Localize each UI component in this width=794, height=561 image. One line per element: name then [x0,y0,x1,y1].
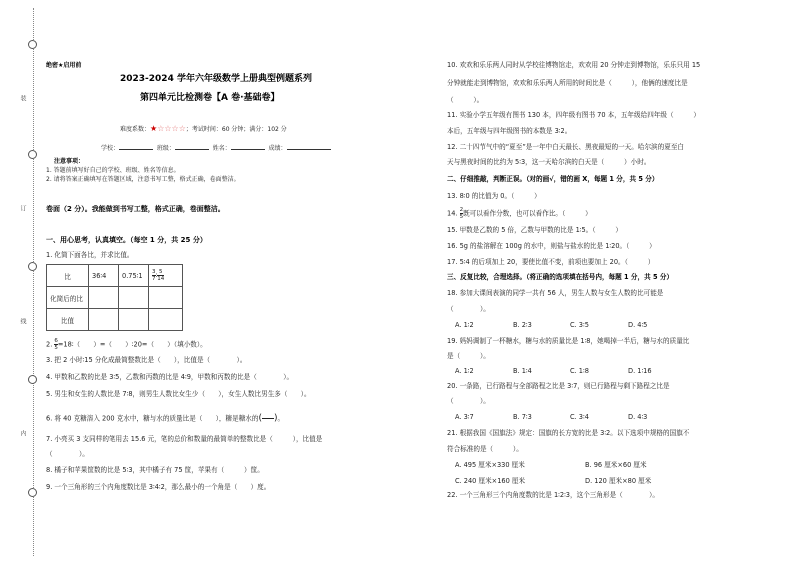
question-7: 7. 小亮买 3 支同样的笔用去 15.6 元，笔的总价和数量的最简单的整数比是（ ），比值是 [46,435,323,443]
school-label: 学校： [101,145,120,152]
question-21: 21. 根据我国《国旗法》规定：国旗的长方宽的比是 3∶2。以下选项中规格的国旗不 [447,429,690,437]
row-label: 比 [47,265,89,287]
question-12: 12. 二十四节气中的“夏至”是一年中白天最长、黑夜最短的一天。哈尔滨的夏至白 [447,143,685,151]
fraction: $\frac{5}{14}$ [157,269,165,282]
fraction: $\frac{2}{5}$ [459,207,464,220]
option-c[interactable]: C. 3∶4 [570,413,589,421]
question-5: 5. 男生和女生的人数比是 7∶8，则男生人数比女生少（ ），女生人数比男生多（ ）。 [46,390,311,398]
question-19-cont: 是（ ）。 [447,352,490,360]
fraction: $\frac{3}{7}$ [152,269,156,282]
binding-hole [28,488,37,497]
answer-cell[interactable] [119,287,149,309]
exam-title: 2023-2024 学年六年级数学上册典型例题系列 [120,74,312,84]
option-a[interactable]: A. 1∶2 [455,321,474,329]
option-c[interactable]: C. 240 厘米×160 厘米 [455,477,526,485]
question-16: 16. 5g 的盐溶解在 100g 的水中，则盐与盐水的比是 1∶20。（ ） [447,242,656,250]
note-item: 1. 答题前填写好自己的学校、班级、姓名等信息。 [46,167,180,174]
option-a[interactable]: A. 1∶2 [455,367,474,375]
star-filled-icon: ★ [150,124,158,133]
fraction: $\frac{6}{5}$ [54,338,58,351]
name-label: 姓名： [212,145,231,152]
row-label: 化简后的比 [47,287,89,309]
binding-hole [28,150,37,159]
binding-label: 线 [19,318,26,324]
table-row [47,265,183,287]
question-20-cont: （ ）。 [447,397,490,405]
question-10: 10. 欢欢和乐乐两人同时从学校往博物馆走，欢欢用 20 分钟走到博物馆，乐乐只用 15 [447,61,701,69]
binding-label: 订 [19,205,26,211]
option-b[interactable]: B. 7∶3 [513,413,532,421]
option-c[interactable]: C. 3∶5 [570,321,589,329]
question-3: 3. 把 2 小时∶15 分化成最简整数比是（ ），比值是（ ）。 [46,356,247,364]
answer-cell[interactable] [149,287,183,309]
section2-title: 二、仔细推敲，判断正误。（对的画√，错的画 X，每题 1 分，共 5 分） [447,175,659,183]
answer-cell[interactable] [89,309,119,331]
ratio-table [46,264,183,331]
binding-label: 内 [19,430,26,436]
table-row [47,309,183,331]
score-field[interactable] [287,144,331,150]
question-11-cont: 本后，五年级与四年级图书的本数是 3∶2。 [447,127,572,135]
neatness-line: 卷面（2 分）。我能做到书写工整，格式正确，卷面整洁。 [46,205,225,213]
binding-line [33,8,34,556]
option-d[interactable]: D. 120 厘米×80 厘米 [585,477,652,485]
question-22: 22. 一个三角形三个内角度数的比是 1∶2∶3，这个三角形是（ ）。 [447,491,660,499]
difficulty-label: 难度系数： [120,126,151,133]
student-info-row [101,144,331,153]
binding-hole [28,40,37,49]
question-2: 2. $\frac{6}{5}$ =18∶（ ）=（ ）∶20=（ ）（填小数）。 [46,338,207,351]
section3-title: 三、反复比较，合理选择。（将正确的选项填在括号内，每题 1 分，共 5 分） [447,273,674,281]
notes-title: 注意事项： [54,158,85,165]
option-d[interactable]: D. 4∶3 [628,413,648,421]
difficulty-row [120,124,287,134]
question-1: 1. 化简下面各比，并求比值。 [46,251,134,259]
school-field[interactable] [119,144,153,150]
question-7-cont: （ ）。 [46,450,89,458]
question-14: 14. $\frac{2}{5}$ 既可以看作分数，也可以看作比。（ ） [447,207,592,220]
option-d[interactable]: D. 4∶5 [628,321,648,329]
option-b[interactable]: B. 2∶3 [513,321,532,329]
fraction-blank[interactable] [262,412,274,425]
binding-margin [0,0,40,561]
option-a[interactable]: A. 3∶7 [455,413,474,421]
question-8: 8. 橘子和苹果筐数的比是 5∶3，其中橘子有 75 筐，苹果有（ ）筐。 [46,466,264,474]
question-9: 9. 一个三角形的三个内角度数比是 3∶4∶2，那么最小的一个角是（ ）度。 [46,483,271,491]
question-12-cont: 天与黑夜时间的比约为 5∶3，这一天哈尔滨的白天是（ ）小时。 [447,158,651,166]
question-11: 11. 实验小学五年级有图书 130 本，四年级有图书 70 本，五年级给四年级（ ） [447,111,700,119]
name-field[interactable] [231,144,265,150]
table-cell: 36∶4 [89,265,119,287]
secret-label: 绝密★启用前 [46,62,82,69]
option-b[interactable]: B. 1∶4 [513,367,532,375]
question-21-cont: 符合标准的是（ ）。 [447,445,523,453]
star-empty-icon: ☆☆☆☆ [157,124,186,133]
question-19: 19. 妈妈调制了一杯糖水，糖与水的质量比是 1∶8，她喝掉一半后，糖与水的质量比 [447,337,690,345]
question-13: 13. 8∶0 的比值为 0。（ ） [447,192,541,200]
option-d[interactable]: D. 1∶16 [628,367,652,375]
score-label: 成绩： [268,145,287,152]
table-cell: $\frac{3}{7}$ ∶ $\frac{5}{14}$ [149,265,183,287]
exam-info: ；考试时间：60 分钟；满分：102 分 [185,126,287,133]
question-15: 15. 甲数是乙数的 5 倍，乙数与甲数的比是 1∶5。（ ） [447,226,622,234]
option-c[interactable]: C. 1∶8 [570,367,589,375]
option-b[interactable]: B. 96 厘米×60 厘米 [585,461,647,469]
binding-label: 装 [19,95,26,101]
table-cell: 0.75∶1 [119,265,149,287]
question-4: 4. 甲数和乙数的比是 3∶5，乙数和丙数的比是 4∶9，甲数和丙数的比是（ ）。 [46,373,294,381]
section1-title: 一、用心思考，认真填空。（每空 1 分，共 25 分） [46,236,207,244]
exam-subtitle: 第四单元比检测卷【A 卷·基础卷】 [140,93,280,103]
question-10-cont: （ ）。 [447,96,484,104]
answer-cell[interactable] [119,309,149,331]
class-label: 班级： [156,145,175,152]
option-a[interactable]: A. 495 厘米×330 厘米 [455,461,525,469]
answer-cell[interactable] [149,309,183,331]
class-field[interactable] [175,144,209,150]
question-18-cont: （ ）。 [447,305,490,313]
binding-hole [28,375,37,384]
table-row [47,287,183,309]
question-10-cont: 分钟就能走到博物馆，欢欢和乐乐两人所用的时间比是（ ），他俩的速度比是 [447,79,688,87]
row-label: 比值 [47,309,89,331]
question-20: 20. 一条路，已行路程与全部路程之比是 3∶7，则已行路程与剩下路程之比是 [447,382,670,390]
binding-hole [28,262,37,271]
answer-cell[interactable] [89,287,119,309]
note-item: 2. 请将答案正确填写在答题区域，注意书写工整，格式正确，卷面整洁。 [46,176,240,183]
question-17: 17. 5∶4 的后项加上 20，要使比值不变，前项也要加上 20。（ ） [447,258,655,266]
question-18: 18. 参加大课间表演的同学一共有 56 人，男生人数与女生人数的比可能是 [447,289,664,297]
question-6: 6. 将 40 克糖溶入 200 克水中，糖与水的质量比是（ ），糖是糖水的( )。 [46,413,285,424]
